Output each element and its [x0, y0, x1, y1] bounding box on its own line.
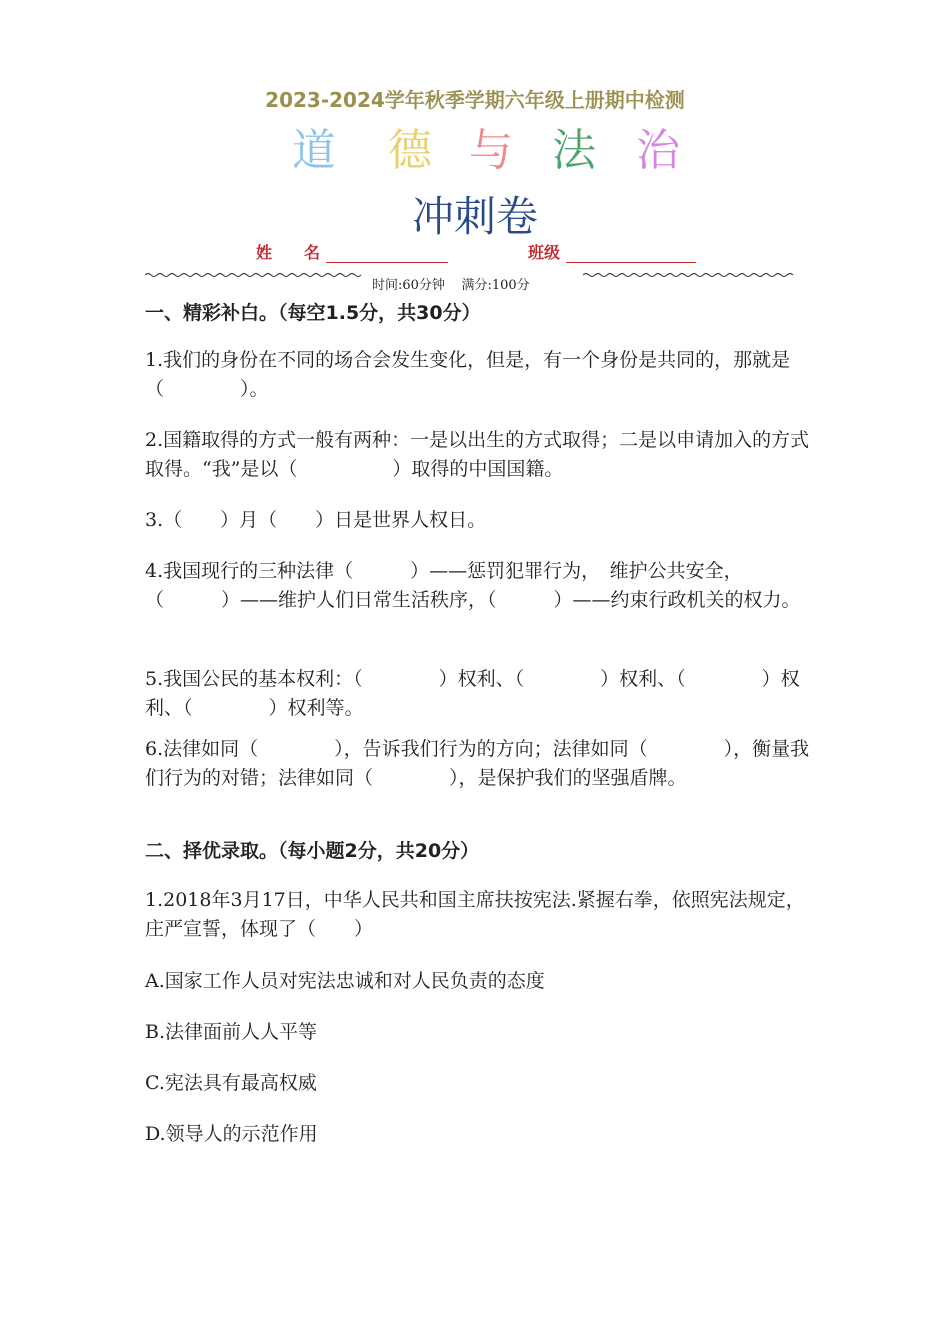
decorative-divider-right: [583, 272, 795, 278]
question-fill-2: 2.国籍取得的方式一般有两种：一是以出生的方式取得；二是以申请加入的方式取得。“我”是以（ ）取得的中国国籍。: [145, 429, 810, 480]
name-label: 姓 名: [256, 243, 321, 262]
subject-char: 法: [552, 125, 596, 176]
class-label: 班级: [528, 243, 561, 262]
option-d: D.领导人的示范作用: [145, 1123, 318, 1145]
option-b: B.法律面前人人平等: [145, 1021, 318, 1043]
class-blank[interactable]: [566, 246, 696, 263]
question-fill-5: 5.我国公民的基本权利：（ ）权利、（ ）权利、（ ）权利、（ ）权利等。: [145, 668, 800, 719]
exam-title: 2023-2024学年秋季学期六年级上册期中检测: [265, 88, 685, 112]
time-info: 时间:60分钟 满分:100分: [372, 278, 530, 293]
class-field[interactable]: [528, 240, 696, 263]
subject-char: 道: [292, 125, 336, 176]
decorative-divider-left: [145, 272, 365, 278]
subject-char: 治: [636, 125, 680, 176]
section-heading: 二、择优录取。（每小题2分，共20分）: [145, 840, 480, 862]
section-heading: 一、精彩补白。（每空1.5分，共30分）: [145, 302, 481, 324]
name-field[interactable]: [256, 240, 448, 263]
question-fill-3: 3.（ ）月（ ）日是世界人权日。: [145, 509, 487, 531]
question-fill-4: 4.我国现行的三种法律（ ）——惩罚犯罪行为， 维护公共安全， （ ）——维护人们日常生活秩序，（ ）——约束行政机关的权力。: [145, 560, 829, 611]
subject-char: 与: [469, 125, 513, 176]
question-fill-1: 1.我们的身份在不同的场合会发生变化，但是，有一个身份是共同的，那就是（ ）。: [145, 349, 791, 400]
question-fill-6: 6.法律如同（ ），告诉我们行为的方向；法律如同（ ），衡量我们行为的对错；法律如同（ ），是保护我们的坚强盾牌。: [145, 738, 810, 789]
name-blank[interactable]: [326, 246, 448, 263]
question-choice-1: 1.2018年3月17日，中华人民共和国主席扶按宪法.紧握右拳，依照宪法规定，庄严宣誓，体现了（ ）: [145, 889, 805, 940]
option-c: C.宪法具有最高权威: [145, 1072, 317, 1094]
option-a: A.国家工作人员对宪法忠诚和对人民负责的态度: [145, 970, 545, 992]
subject-char: 德: [388, 125, 432, 176]
paper-title: 冲刺卷: [411, 192, 538, 241]
